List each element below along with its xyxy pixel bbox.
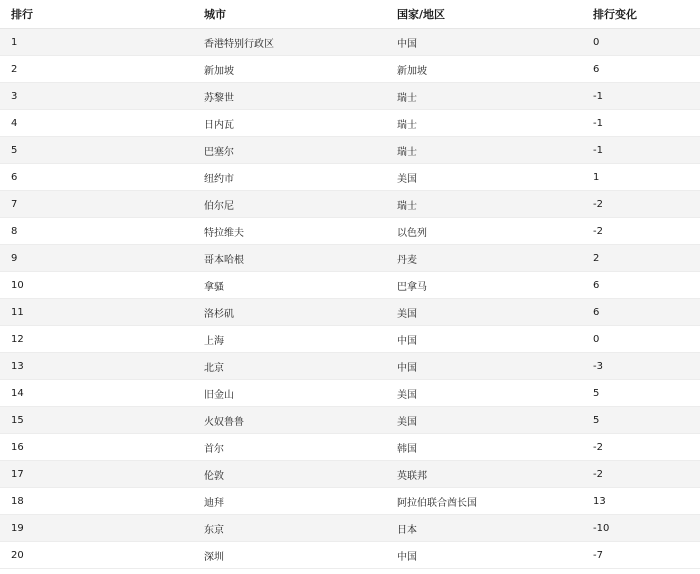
cell-city: 哥本哈根 <box>193 245 386 272</box>
cell-rank: 14 <box>0 380 193 407</box>
table-row <box>0 299 700 326</box>
table-row <box>0 407 700 434</box>
cell-rank: 17 <box>0 461 193 488</box>
table-row <box>0 83 700 110</box>
cell-country: 瑞士 <box>386 137 582 164</box>
cell-city: 上海 <box>193 326 386 353</box>
table-header <box>0 0 700 29</box>
table-row <box>0 542 700 569</box>
cell-change: -1 <box>582 137 700 164</box>
cell-rank: 8 <box>0 218 193 245</box>
cell-change: 1 <box>582 164 700 191</box>
cell-country: 中国 <box>386 29 582 56</box>
cell-change: -10 <box>582 515 700 542</box>
cell-change: 6 <box>582 56 700 83</box>
cell-country: 美国 <box>386 380 582 407</box>
cell-city: 迪拜 <box>193 488 386 515</box>
cell-rank: 1 <box>0 29 193 56</box>
cell-rank: 16 <box>0 434 193 461</box>
cell-country: 新加坡 <box>386 56 582 83</box>
cell-change: -3 <box>582 353 700 380</box>
cell-rank: 19 <box>0 515 193 542</box>
table-row <box>0 488 700 515</box>
cell-rank: 4 <box>0 110 193 137</box>
cell-rank: 15 <box>0 407 193 434</box>
cell-rank: 11 <box>0 299 193 326</box>
header-row <box>0 0 700 29</box>
cell-country: 英联邦 <box>386 461 582 488</box>
table-row <box>0 272 700 299</box>
cell-change: 13 <box>582 488 700 515</box>
cell-change: 2 <box>582 245 700 272</box>
cell-change: -2 <box>582 218 700 245</box>
cell-rank: 10 <box>0 272 193 299</box>
cell-rank: 20 <box>0 542 193 569</box>
table-row <box>0 137 700 164</box>
table-row <box>0 380 700 407</box>
table-row <box>0 29 700 56</box>
header-city: 城市 <box>193 0 386 29</box>
cell-country: 美国 <box>386 299 582 326</box>
cell-city: 巴塞尔 <box>193 137 386 164</box>
cell-change: -2 <box>582 461 700 488</box>
cell-city: 日内瓦 <box>193 110 386 137</box>
cell-city: 拿骚 <box>193 272 386 299</box>
table-row <box>0 245 700 272</box>
cell-change: 6 <box>582 272 700 299</box>
header-country: 国家/地区 <box>386 0 582 29</box>
table-row <box>0 326 700 353</box>
cell-rank: 2 <box>0 56 193 83</box>
cell-country: 阿拉伯联合酋长国 <box>386 488 582 515</box>
cell-city: 伦敦 <box>193 461 386 488</box>
table-row <box>0 515 700 542</box>
cell-change: -1 <box>582 83 700 110</box>
cell-rank: 3 <box>0 83 193 110</box>
cell-rank: 6 <box>0 164 193 191</box>
cell-city: 特拉维夫 <box>193 218 386 245</box>
table-row <box>0 191 700 218</box>
cell-country: 美国 <box>386 407 582 434</box>
cell-country: 瑞士 <box>386 83 582 110</box>
cell-city: 洛杉矶 <box>193 299 386 326</box>
cell-country: 美国 <box>386 164 582 191</box>
table-row <box>0 353 700 380</box>
cell-rank: 12 <box>0 326 193 353</box>
cell-rank: 7 <box>0 191 193 218</box>
cell-country: 日本 <box>386 515 582 542</box>
cell-city: 苏黎世 <box>193 83 386 110</box>
cell-country: 中国 <box>386 353 582 380</box>
table-body <box>0 29 700 569</box>
cell-country: 中国 <box>386 542 582 569</box>
cell-country: 瑞士 <box>386 110 582 137</box>
table-row <box>0 461 700 488</box>
cell-city: 首尔 <box>193 434 386 461</box>
cell-country: 瑞士 <box>386 191 582 218</box>
cell-change: -1 <box>582 110 700 137</box>
cell-city: 北京 <box>193 353 386 380</box>
cell-city: 东京 <box>193 515 386 542</box>
header-rank: 排行 <box>0 0 193 29</box>
cell-change: -2 <box>582 434 700 461</box>
cell-city: 伯尔尼 <box>193 191 386 218</box>
table-row <box>0 164 700 191</box>
table-row <box>0 434 700 461</box>
cell-country: 丹麦 <box>386 245 582 272</box>
cell-rank: 9 <box>0 245 193 272</box>
cell-change: 0 <box>582 29 700 56</box>
cell-city: 深圳 <box>193 542 386 569</box>
cell-change: 0 <box>582 326 700 353</box>
cell-city: 旧金山 <box>193 380 386 407</box>
header-change: 排行变化 <box>582 0 700 29</box>
cell-change: -7 <box>582 542 700 569</box>
table-row <box>0 218 700 245</box>
cell-country: 韩国 <box>386 434 582 461</box>
cell-city: 新加坡 <box>193 56 386 83</box>
cell-rank: 18 <box>0 488 193 515</box>
cell-change: 6 <box>582 299 700 326</box>
cell-rank: 5 <box>0 137 193 164</box>
cell-city: 香港特别行政区 <box>193 29 386 56</box>
table-row <box>0 56 700 83</box>
cell-change: -2 <box>582 191 700 218</box>
cell-rank: 13 <box>0 353 193 380</box>
cell-city: 纽约市 <box>193 164 386 191</box>
cell-city: 火奴鲁鲁 <box>193 407 386 434</box>
cell-change: 5 <box>582 407 700 434</box>
cell-country: 以色列 <box>386 218 582 245</box>
cell-country: 中国 <box>386 326 582 353</box>
table-row <box>0 110 700 137</box>
cell-country: 巴拿马 <box>386 272 582 299</box>
cell-change: 5 <box>582 380 700 407</box>
